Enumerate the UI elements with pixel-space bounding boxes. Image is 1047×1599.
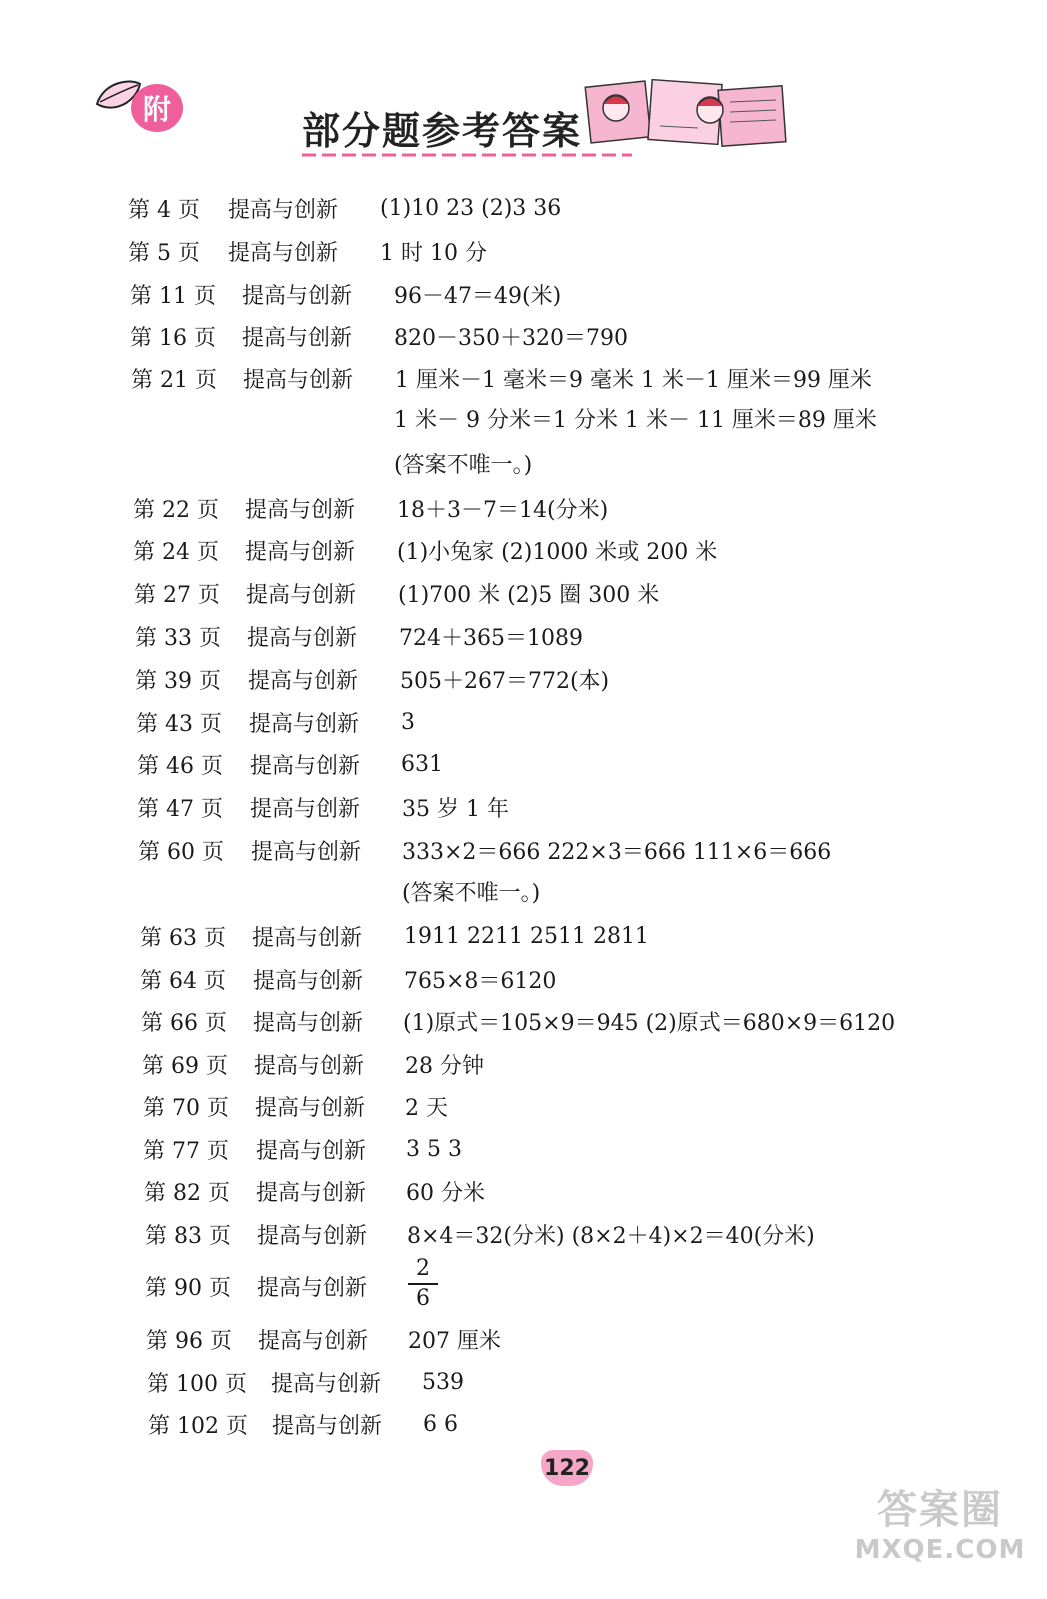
page-ref: 第 60 页 (138, 839, 224, 865)
section-label: 提高与创新 (253, 1010, 364, 1036)
section-label: 提高与创新 (228, 240, 339, 266)
page-ref: 第 64 页 (140, 968, 226, 994)
answer-note: (答案不唯一。) (402, 881, 541, 906)
answer-text: 505＋267＝772(本) (400, 668, 610, 694)
answer-text: 2 天 (405, 1095, 448, 1121)
section-label: 提高与创新 (254, 1053, 365, 1079)
section-label: 提高与创新 (249, 711, 360, 737)
page-ref: 第 24 页 (133, 539, 219, 565)
page-ref: 第 47 页 (137, 796, 223, 822)
page-ref: 第 69 页 (142, 1053, 228, 1079)
section-label: 提高与创新 (250, 753, 361, 779)
fraction-numerator: 2 (416, 1256, 430, 1281)
section-label: 提高与创新 (257, 1223, 368, 1249)
answer-text: 28 分钟 (405, 1053, 484, 1079)
answer-text: 631 (401, 751, 443, 777)
section-label: 提高与创新 (243, 367, 354, 393)
answer-text: 333×2＝666 222×3＝666 111×6＝666 (402, 839, 832, 865)
section-label: 提高与创新 (255, 1095, 366, 1121)
page-number: 122 (541, 1450, 593, 1486)
answer-text: 207 厘米 (408, 1328, 501, 1354)
page-ref: 第 83 页 (145, 1223, 231, 1249)
page-ref: 第 43 页 (136, 711, 222, 737)
page-ref: 第 90 页 (145, 1275, 231, 1301)
page-ref: 第 16 页 (130, 325, 216, 351)
appendix-badge: 附 (131, 84, 183, 132)
section-label: 提高与创新 (257, 1275, 368, 1301)
page-ref: 第 22 页 (133, 497, 219, 523)
section-label: 提高与创新 (247, 625, 358, 651)
section-label: 提高与创新 (253, 968, 364, 994)
answer-text: 1911 2211 2511 2811 (404, 923, 649, 949)
section-label: 提高与创新 (258, 1328, 369, 1354)
watermark-line1: 答案圈 (877, 1487, 1003, 1533)
section-label: 提高与创新 (228, 197, 339, 223)
answer-text: (1)10 23 (2)3 36 (380, 195, 562, 221)
answer-text: 18＋3－7＝14(分米) (397, 497, 609, 523)
page-ref: 第 100 页 (147, 1371, 247, 1397)
page-ref: 第 27 页 (134, 582, 220, 608)
answer-text: (1)原式＝105×9＝945 (2)原式＝680×9＝6120 (403, 1010, 896, 1036)
page-ref: 第 11 页 (130, 283, 216, 309)
fraction-denominator: 6 (416, 1285, 430, 1311)
answer-text: 765×8＝6120 (404, 968, 557, 994)
section-label: 提高与创新 (242, 325, 353, 351)
page-ref: 第 102 页 (148, 1413, 248, 1439)
watermark-line2: MXQE.COM (854, 1535, 1026, 1565)
section-label: 提高与创新 (252, 925, 363, 951)
page-ref: 第 21 页 (131, 367, 217, 393)
answer-text: (1)小兔家 (2)1000 米或 200 米 (397, 539, 718, 565)
section-label: 提高与创新 (242, 283, 353, 309)
answer-text: 539 (422, 1369, 464, 1395)
fraction-bar (408, 1283, 438, 1285)
answer-text: 820－350＋320＝790 (394, 325, 628, 351)
page-ref: 第 66 页 (141, 1010, 227, 1036)
answer-text: 1 时 10 分 (380, 240, 487, 266)
answer-note: (答案不唯一。) (394, 453, 533, 478)
answer-text: 8×4＝32(分米) (8×2＋4)×2＝40(分米) (407, 1223, 815, 1249)
section-label: 提高与创新 (250, 796, 361, 822)
page-ref: 第 5 页 (128, 240, 200, 266)
answer-text: (1)700 米 (2)5 圈 300 米 (398, 582, 660, 608)
answer-text: 1 厘米－1 毫米＝9 毫米 1 米－1 厘米＝99 厘米 (395, 367, 872, 393)
answer-text: 6 6 (423, 1411, 458, 1437)
section-label: 提高与创新 (271, 1371, 382, 1397)
fraction-answer (408, 1256, 438, 1312)
page-ref: 第 39 页 (135, 668, 221, 694)
answer-text: 96－47＝49(米) (394, 283, 562, 309)
section-label: 提高与创新 (272, 1413, 383, 1439)
watermark (850, 1478, 1030, 1565)
page-ref: 第 82 页 (144, 1180, 230, 1206)
section-label: 提高与创新 (248, 668, 359, 694)
page-ref: 第 96 页 (146, 1328, 232, 1354)
section-label: 提高与创新 (256, 1138, 367, 1164)
section-label: 提高与创新 (256, 1180, 367, 1206)
answer-text: 724＋365＝1089 (399, 625, 583, 651)
section-label: 提高与创新 (245, 497, 356, 523)
page-ref: 第 77 页 (143, 1138, 229, 1164)
page-title: 部分题参考答案 (302, 109, 583, 153)
page-ref: 第 33 页 (135, 625, 221, 651)
answer-text: 60 分米 (406, 1180, 485, 1206)
section-label: 提高与创新 (245, 539, 356, 565)
answer-text: 3 5 3 (406, 1136, 462, 1162)
section-label: 提高与创新 (251, 839, 362, 865)
answer-continuation: 1 米－ 9 分米＝1 分米 1 米－ 11 厘米＝89 厘米 (394, 408, 877, 433)
page-ref: 第 46 页 (137, 753, 223, 779)
page-ref: 第 70 页 (143, 1095, 229, 1121)
answer-text: 3 (401, 709, 415, 735)
page-ref: 第 63 页 (140, 925, 226, 951)
section-label: 提高与创新 (246, 582, 357, 608)
page-ref: 第 4 页 (128, 197, 200, 223)
answer-text: 35 岁 1 年 (402, 796, 509, 822)
